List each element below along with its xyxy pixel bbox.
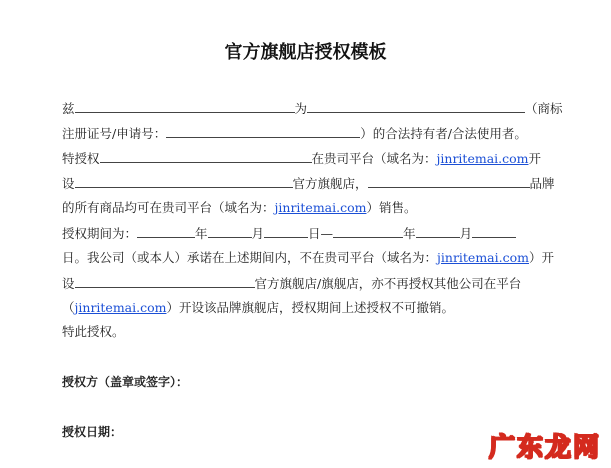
text: 兹 <box>62 101 75 116</box>
domain-link[interactable]: jinritemai.com <box>274 200 367 215</box>
blank-field <box>416 225 460 238</box>
blank-field <box>264 225 308 238</box>
clause-line-10: 特此授权。 <box>62 324 125 339</box>
text: 授权期间为： <box>62 226 138 241</box>
text: 年 <box>195 226 208 241</box>
text: 品牌 <box>529 176 555 191</box>
clause-line-1 <box>62 100 572 117</box>
blank-field <box>333 225 403 238</box>
text: 的所有商品均可在贵司平台（域名为： <box>62 200 275 215</box>
blank-field <box>75 100 295 113</box>
clause-line-8 <box>62 275 572 292</box>
text: ）开 <box>529 250 555 265</box>
text: 在贵司平台（域名为： <box>311 151 437 166</box>
text: 官方旗舰店， <box>292 176 368 191</box>
page-title: 官方旗舰店授权模板 <box>224 42 387 63</box>
signature-label: 授权方（盖章或签字）： <box>62 375 189 389</box>
clause-line-9 <box>62 300 572 316</box>
blank-field <box>75 175 293 188</box>
domain-link[interactable]: jinritemai.com <box>74 300 167 315</box>
text: 月 <box>459 226 473 241</box>
watermark-logo: 广东龙网 <box>488 433 601 463</box>
text: 注册证号/申请号： <box>62 126 167 141</box>
date-label: 授权日期： <box>62 425 123 439</box>
clause-line-4 <box>62 175 572 192</box>
blank-field <box>137 225 195 238</box>
text: 为 <box>294 101 308 116</box>
text: 官方旗舰店/旗舰店，亦不再授权其他公司在平台 <box>254 276 522 291</box>
text: （ <box>62 300 75 315</box>
text: 设 <box>62 176 75 191</box>
blank-field <box>472 225 516 238</box>
domain-link[interactable]: jinritemai.com <box>436 151 529 166</box>
text: 开 <box>528 151 542 166</box>
text: 特授权 <box>62 151 100 166</box>
domain-link[interactable]: jinritemai.com <box>437 250 529 265</box>
clause-line-3 <box>62 150 572 167</box>
blank-field <box>166 125 360 138</box>
blank-field <box>208 225 252 238</box>
text: 年 <box>403 226 416 241</box>
text: 日。我公司（或本人）承诺在上述期间内，不在贵司平台（域名为： <box>62 250 438 265</box>
text: （商标 <box>525 101 563 116</box>
text: 设 <box>62 276 75 291</box>
clause-line-2 <box>62 125 572 142</box>
text: ）的合法持有者/合法使用者。 <box>360 126 527 141</box>
text: 月 <box>251 226 265 241</box>
blank-field <box>100 150 312 163</box>
blank-field <box>368 175 530 188</box>
text: ）开设该品牌旗舰店，授权期间上述授权不可撤销。 <box>166 300 455 315</box>
blank-field <box>307 100 525 113</box>
blank-field <box>75 275 255 288</box>
clause-line-7 <box>62 250 572 266</box>
clause-line-5 <box>62 200 572 216</box>
text: 日— <box>308 226 334 241</box>
text: ）销售。 <box>366 200 417 215</box>
clause-line-6 <box>62 225 572 242</box>
